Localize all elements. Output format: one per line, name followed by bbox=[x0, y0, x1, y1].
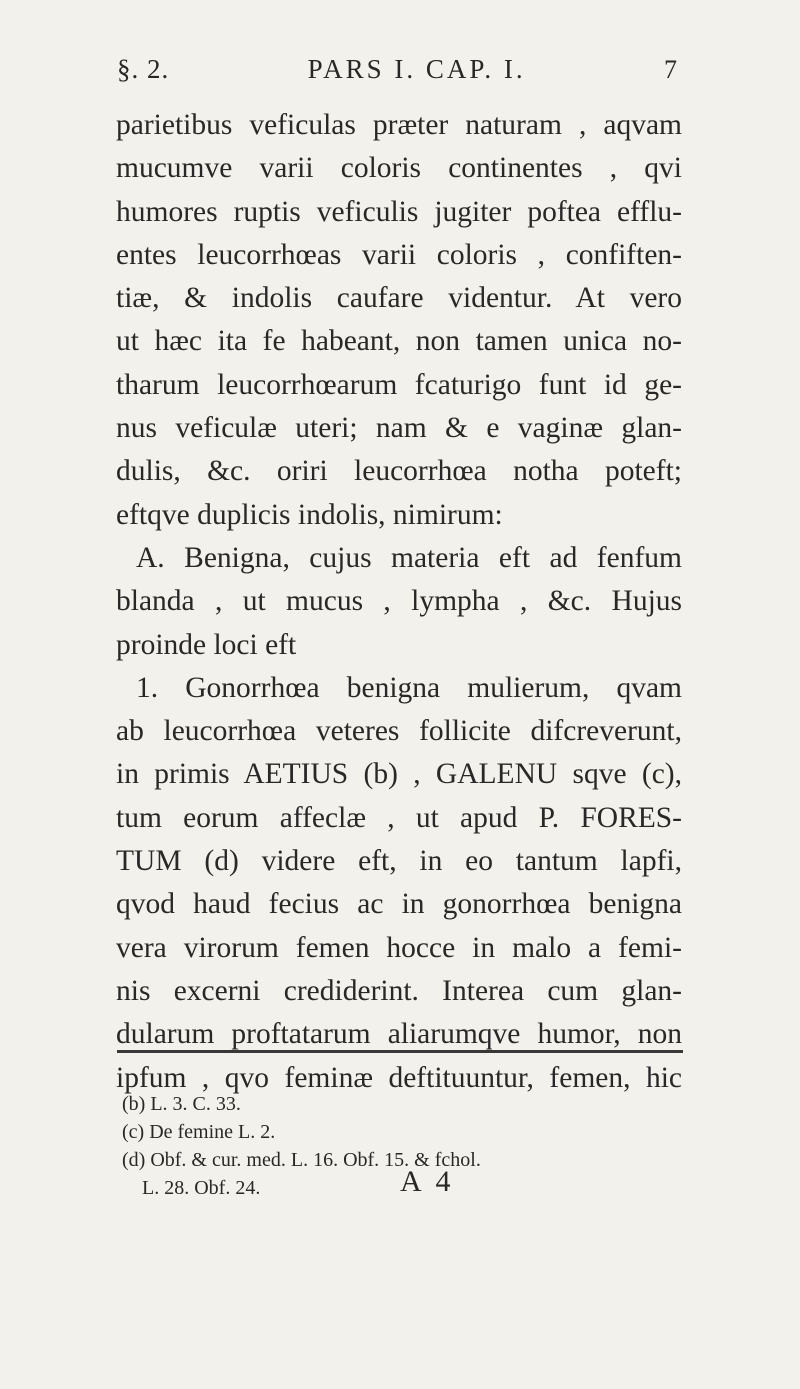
text-line: ipfum , qvo feminæ deftituuntur, femen, hic bbox=[116, 1061, 682, 1094]
text-line: humores ruptis veficulis jugiter poftea efflu- bbox=[116, 195, 682, 228]
running-header bbox=[117, 54, 677, 85]
page-number: 7 bbox=[663, 55, 677, 84]
text-line: mucumve varii coloris continentes , qvi bbox=[116, 152, 682, 185]
section-number: §. 2. bbox=[117, 54, 170, 84]
text-line: A. Benigna, cujus materia eft ad fenfum bbox=[136, 541, 682, 574]
text-line: tharum leucorrhœarum fcaturigo funt id ge- bbox=[116, 368, 682, 401]
footnote: (d) Obf. & cur. med. L. 16. Obf. 15. & fchol. bbox=[122, 1149, 481, 1171]
text-line: 1. Gonorrhœa benigna mulierum, qvam bbox=[136, 671, 682, 704]
text-line: tum eorum affeclæ , ut apud P. FORES- bbox=[116, 801, 682, 834]
text-line: nis excerni crediderint. Interea cum glan- bbox=[116, 974, 682, 1007]
footnote: (c) De femine L. 2. bbox=[122, 1121, 276, 1143]
text-line: ab leucorrhœa veteres follicite difcreverunt, bbox=[116, 715, 682, 748]
body-text bbox=[116, 104, 682, 1100]
text-line: nus veficulæ uteri; nam & e vaginæ glan- bbox=[116, 412, 682, 445]
text-line: ut hæc ita fe habeant, non tamen unica no- bbox=[116, 325, 682, 358]
text-line: TUM (d) videre eft, in eo tantum lapfi, bbox=[116, 845, 682, 878]
footnote-continuation: L. 28. Obf. 24. bbox=[142, 1177, 261, 1199]
text-line: in primis AETIUS (b) , GALENU sqve (c), bbox=[116, 758, 682, 791]
text-line: dularum proftatarum aliarumqve humor, non bbox=[116, 1018, 682, 1051]
text-line: dulis, &c. oriri leucorrhœa notha poteft; bbox=[116, 455, 682, 488]
text-line: qvod haud fecius ac in gonorrhœa benigna bbox=[116, 888, 682, 921]
text-line: blanda , ut mucus , lympha , &c. Hujus bbox=[116, 585, 682, 618]
text-line: parietibus veficulas præter naturam , aqvam bbox=[116, 109, 682, 141]
text-line: vera virorum femen hocce in malo a femi- bbox=[116, 931, 682, 964]
footnote-divider bbox=[117, 1050, 683, 1053]
footnote: (b) L. 3. C. 33. bbox=[122, 1093, 241, 1115]
text-line: entes leucorrhœas varii coloris , confiften- bbox=[116, 238, 682, 271]
running-title: PARS I. CAP. I. bbox=[307, 54, 526, 84]
text-line: eftqve duplicis indolis, nimirum: bbox=[116, 498, 503, 531]
text-line: tiæ, & indolis caufare videntur. At vero bbox=[116, 282, 682, 315]
signature-mark: A 4 bbox=[400, 1165, 455, 1198]
text-line: proinde loci eft bbox=[116, 628, 297, 661]
